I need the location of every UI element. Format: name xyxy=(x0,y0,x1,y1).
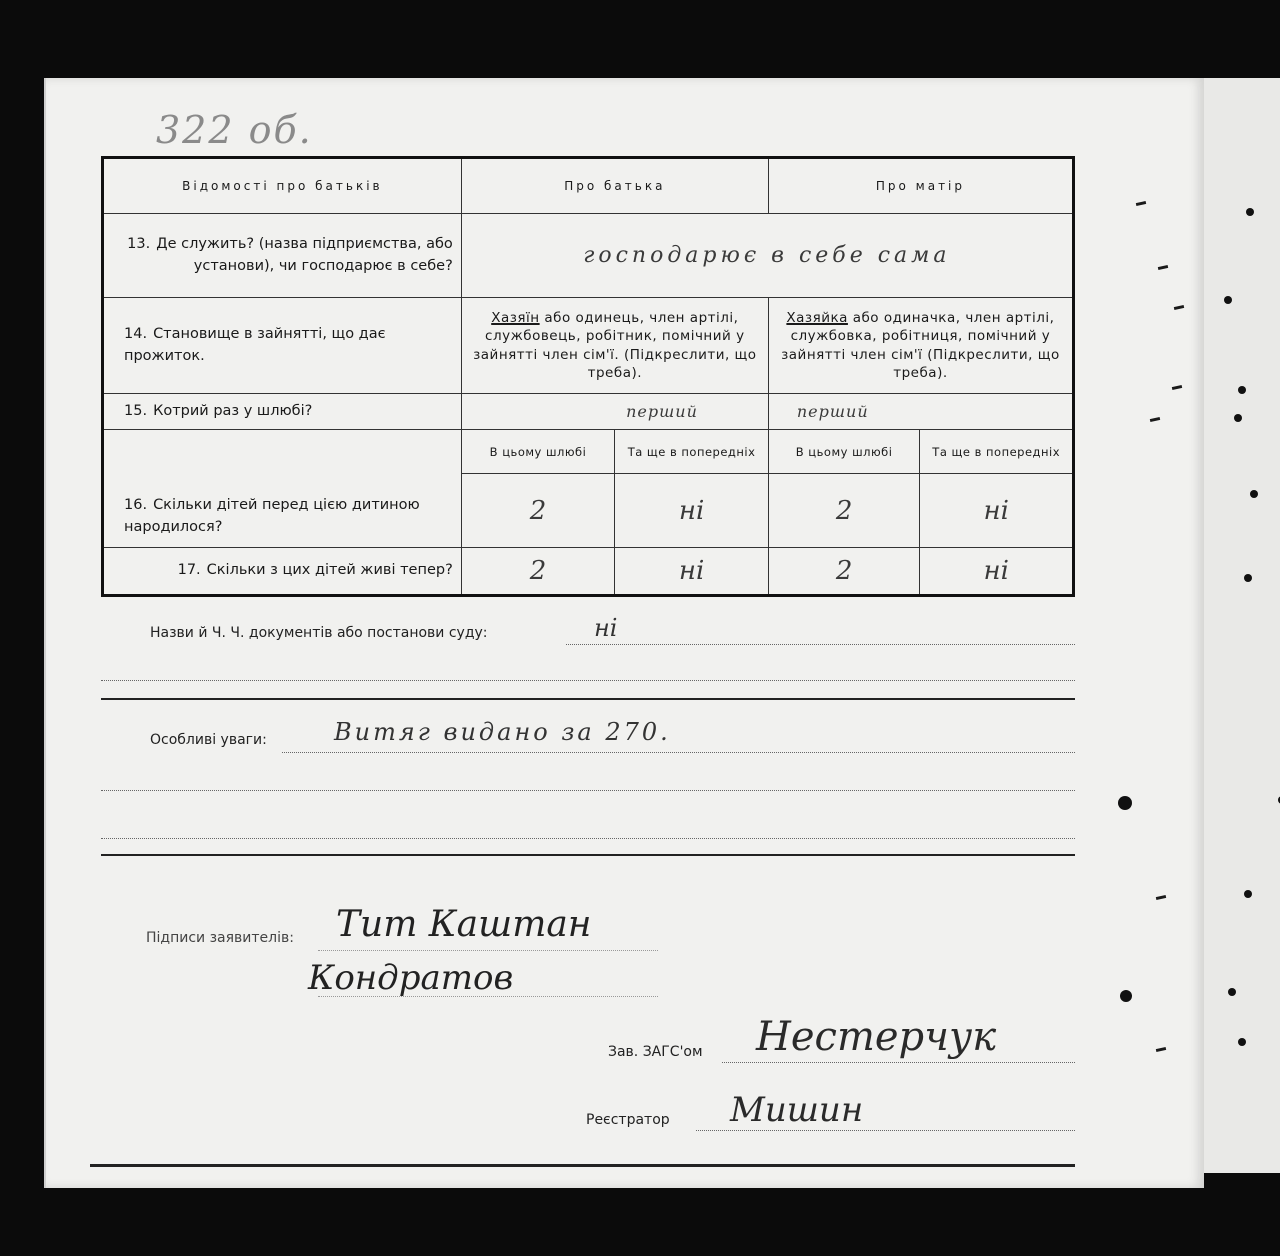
q17-father-prev: ні xyxy=(615,548,769,596)
q14-mother-underlined: Хазяйка xyxy=(786,310,848,327)
q16-mother-prev: ні xyxy=(920,474,1074,548)
q13-label: 13. Де служить? (назва підприємства, або установи), чи господарює в себе? xyxy=(103,214,462,298)
documents-dotline xyxy=(566,644,1075,645)
applicant-signature-2: Кондратов xyxy=(308,958,514,998)
row-q15 xyxy=(103,394,1074,430)
binding-mark xyxy=(1136,201,1146,206)
archive-number: 322 об. xyxy=(156,108,313,152)
q13-answer: господарює в себе сама xyxy=(461,214,1073,298)
q17-mother-this: 2 xyxy=(768,548,919,596)
punch-hole xyxy=(1228,988,1236,996)
zags-head-label: Зав. ЗАГС'ом xyxy=(608,1044,703,1060)
applicants-label: Підписи заявителів: xyxy=(146,930,294,946)
register-page xyxy=(44,78,1204,1188)
documents-dotline-2 xyxy=(101,680,1075,681)
binding-mark xyxy=(1174,305,1184,310)
documents-value: ні xyxy=(594,614,618,642)
binding-mark xyxy=(1172,385,1182,390)
subheader-mother-this: В цьому шлюбі xyxy=(768,430,919,474)
section-divider xyxy=(101,854,1075,856)
row-subheaders xyxy=(103,430,1074,474)
section-divider xyxy=(101,698,1075,700)
q16-father-prev: ні xyxy=(615,474,769,548)
binding-mark xyxy=(1156,895,1166,900)
subheader-mother-prev: Та ще в попередніх xyxy=(920,430,1074,474)
q13-text: Де служить? (назва підприємства, або установи), чи господарює в себе? xyxy=(156,235,453,274)
row-q14 xyxy=(103,298,1074,394)
punch-hole xyxy=(1120,990,1132,1002)
q14-father-rest: або одинець, член артілі, службовець, робітник, помічний у зайнятті член сім'ї. (Підкреслити, що треба). xyxy=(473,310,757,381)
row-q17 xyxy=(103,548,1074,596)
q17-mother-prev: ні xyxy=(920,548,1074,596)
q17-father-this: 2 xyxy=(461,548,614,596)
q14-father-options xyxy=(461,298,768,394)
registrar-label: Реєстратор xyxy=(586,1112,670,1128)
subheader-father-prev: Та ще в попередніх xyxy=(615,430,769,474)
punch-hole xyxy=(1238,1038,1246,1046)
binding-mark xyxy=(1158,265,1168,270)
remarks-value: Витяг видано за 270. xyxy=(334,718,671,746)
q14-father-underlined: Хазяїн xyxy=(491,310,540,327)
remarks-dotline-3 xyxy=(101,838,1075,839)
registrar-dotline xyxy=(696,1130,1075,1131)
applicants-dotline-2 xyxy=(318,996,658,997)
punch-hole xyxy=(1238,386,1246,394)
q16-text: Скільки дітей перед цією дитиною народилося? xyxy=(124,496,420,535)
q17-text: Скільки з цих дітей живі тепер? xyxy=(206,562,453,579)
q15-text: Котрий раз у шлюбі? xyxy=(153,402,313,419)
registrar-signature: Мишин xyxy=(730,1090,864,1130)
documents-label: Назви й Ч. Ч. документів або постанови суду: xyxy=(150,625,488,641)
row-q13 xyxy=(103,214,1074,298)
zags-head-dotline xyxy=(722,1062,1075,1063)
remarks-dotline-2 xyxy=(101,790,1075,791)
q16-father-this: 2 xyxy=(461,474,614,548)
binding-mark xyxy=(1150,417,1160,422)
q17-label: 17. Скільки з цих дітей живі тепер? xyxy=(103,548,462,596)
punch-hole xyxy=(1244,890,1252,898)
page-bottom-line xyxy=(90,1164,1075,1167)
subheader-father-this: В цьому шлюбі xyxy=(461,430,614,474)
punch-hole xyxy=(1250,490,1258,498)
binding-mark xyxy=(1156,1047,1166,1052)
q15-father-answer: перший xyxy=(461,394,768,430)
applicant-signature-1: Тит Каштан xyxy=(336,904,592,945)
facing-page xyxy=(1200,78,1280,1173)
q14-mother-rest: або одиначка, член артілі, службовка, робітниця, помічний у зайнятті член сім'ї (Підкреслити, що треба). xyxy=(781,310,1060,381)
punch-hole xyxy=(1118,796,1132,810)
header-parents-info: Відомості про батьків xyxy=(103,158,462,214)
punch-hole xyxy=(1234,414,1242,422)
header-mother: Про матір xyxy=(768,158,1073,214)
q16-mother-this: 2 xyxy=(768,474,919,548)
punch-hole xyxy=(1244,574,1252,582)
applicants-dotline xyxy=(318,950,658,951)
q14-text: Становище в зайнятті, що дає прожиток. xyxy=(124,325,386,364)
header-father: Про батька xyxy=(461,158,768,214)
parents-info-table xyxy=(101,156,1075,597)
punch-hole xyxy=(1224,296,1232,304)
remarks-label: Особливі уваги: xyxy=(150,732,267,748)
q16-label: 16. Скільки дітей перед цією дитиною народилося? xyxy=(103,430,462,548)
punch-hole xyxy=(1246,208,1254,216)
q15-mother-answer: перший xyxy=(768,394,1073,430)
q14-label: 14. Становище в зайнятті, що дає прожиток. xyxy=(103,298,462,394)
table-header-row xyxy=(103,158,1074,214)
remarks-dotline xyxy=(282,752,1075,753)
zags-head-signature: Нестерчук xyxy=(756,1014,997,1060)
q14-mother-options xyxy=(768,298,1073,394)
q15-label: 15. Котрий раз у шлюбі? xyxy=(103,394,462,430)
